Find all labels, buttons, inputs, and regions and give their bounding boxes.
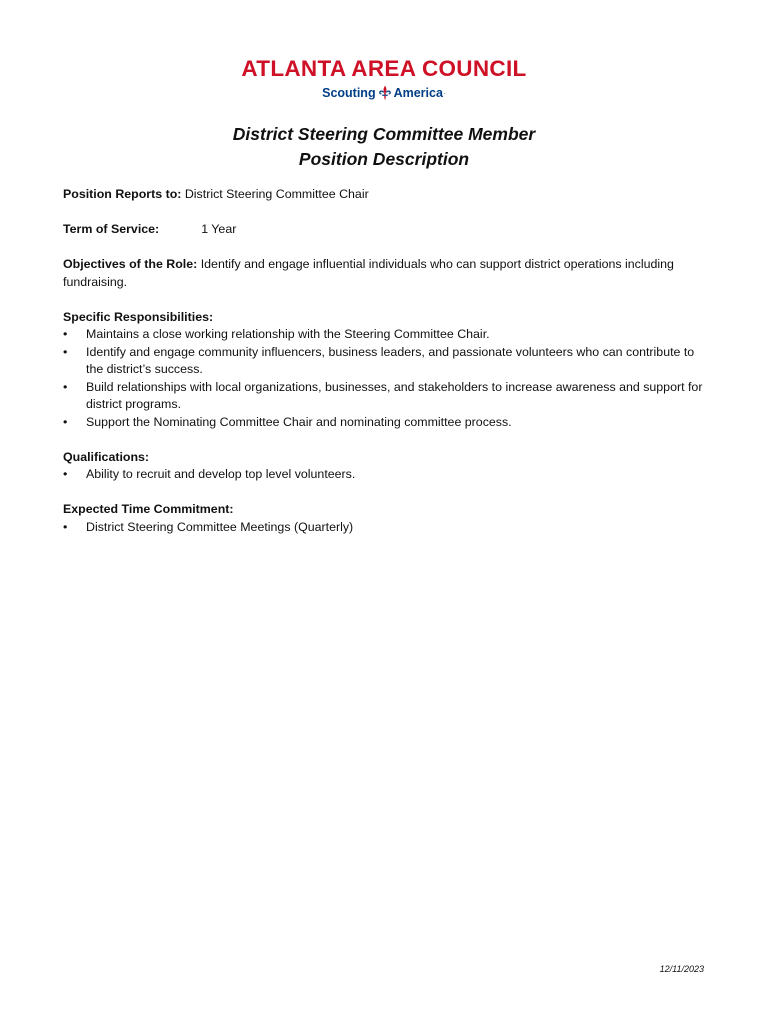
objectives-value: Identify and engage influential individuals who can support district operations including fundraising. xyxy=(63,257,674,289)
objectives-label: Objectives of the Role: xyxy=(63,257,198,271)
council-logo xyxy=(0,56,768,102)
responsibilities-heading: Specific Responsibilities: xyxy=(63,309,214,324)
reports-to-value: District Steering Committee Chair xyxy=(184,187,369,201)
brand-mark: . xyxy=(443,89,446,96)
time-commitment-heading: Expected Time Commitment: xyxy=(63,502,234,516)
list-item: • District Steering Committee Meetings (Quarterly) xyxy=(63,519,703,537)
qualifications-heading: Qualifications: xyxy=(63,449,150,464)
council-name: ATLANTA AREA COUNCIL xyxy=(241,56,527,81)
brand-right-text: America xyxy=(393,86,443,100)
reports-to-label: Position Reports to: xyxy=(63,187,182,201)
term-label: Term of Service: xyxy=(63,222,160,236)
document-body xyxy=(63,186,703,536)
responsibilities-list xyxy=(63,326,703,431)
term-value: 1 Year xyxy=(201,222,237,236)
term-row xyxy=(63,221,703,239)
reports-to-row xyxy=(63,186,703,204)
list-item: • Build relationships with local organizations, businesses, and stakeholders to increase awareness and support for district programs. xyxy=(63,379,703,414)
list-item: • Ability to recruit and develop top level volunteers. xyxy=(63,466,703,484)
list-item: • Support the Nominating Committee Chair and nominating committee process. xyxy=(63,414,703,432)
brand-left-text: Scouting xyxy=(322,86,376,100)
qualifications-list xyxy=(63,466,703,484)
scouting-america-brand xyxy=(322,85,446,101)
title-line-2: Position Description xyxy=(298,149,470,169)
title-line-1: District Steering Committee Member xyxy=(232,124,536,144)
list-item: • Identify and engage community influencers, business leaders, and passionate volunteers who can contribute to the district’s success. xyxy=(63,344,703,379)
time-commitment-list xyxy=(63,519,703,537)
objectives-row xyxy=(63,256,703,291)
footer-date: 12/11/2023 xyxy=(659,964,704,974)
document-title xyxy=(0,122,768,172)
fleur-de-lis-icon xyxy=(377,85,393,101)
list-item: • Maintains a close working relationship with the Steering Committee Chair. xyxy=(63,326,703,344)
